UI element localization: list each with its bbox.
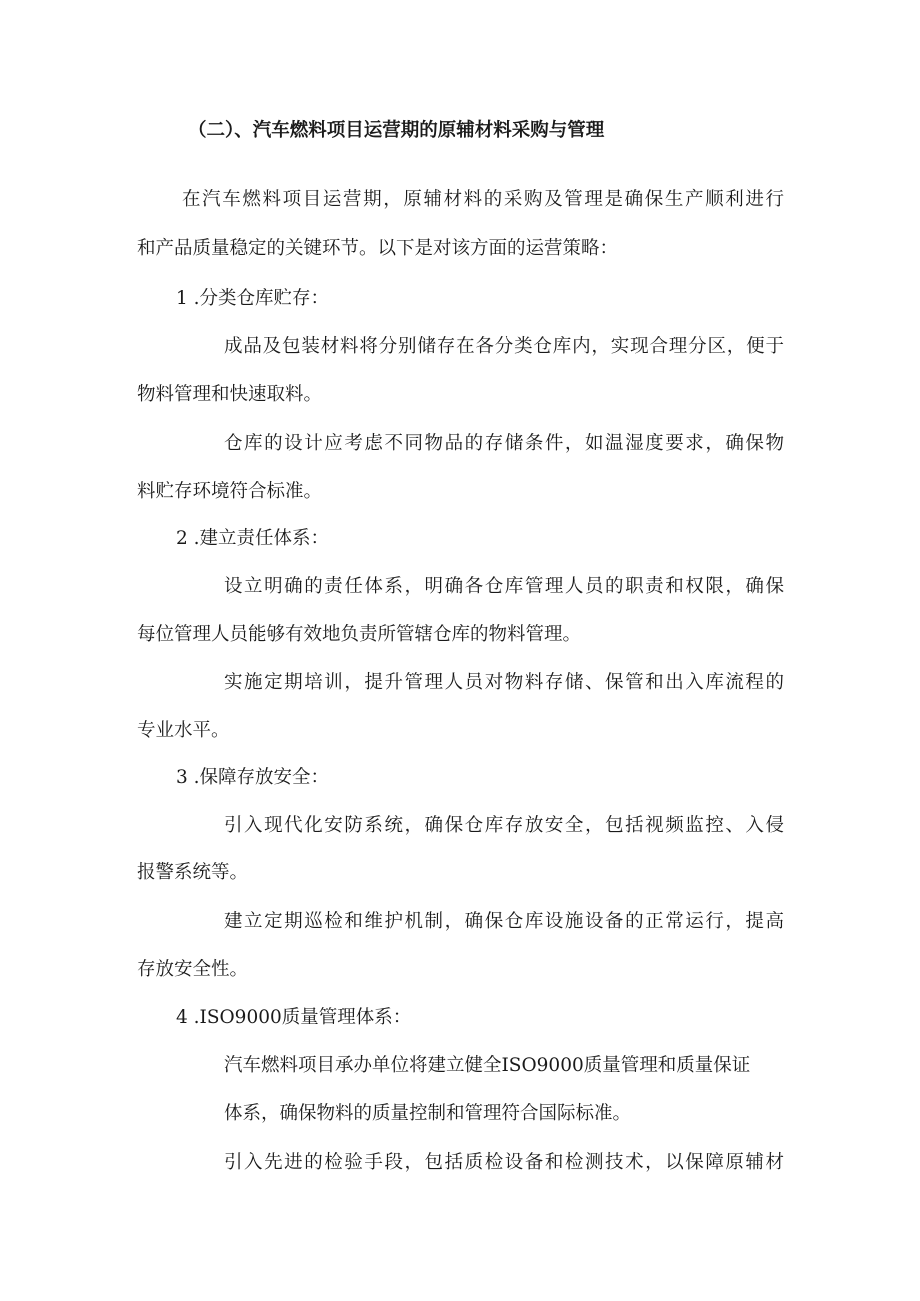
item-4-para-1-line-1: 汽车燃料项目承办单位将建立健全ISO9000质量管理和质量保证 — [224, 1055, 751, 1076]
item-4-para-1-line-2: 体系，确保物料的质量控制和管理符合国际标准。 — [224, 1103, 632, 1124]
item-1-para-2-line-2: 料贮存环境符合标准。 — [137, 481, 323, 502]
item-1-para-2-line-1: 仓库的设计应考虑不同物品的存储条件，如温湿度要求，确保物 — [224, 433, 784, 454]
item-2-para-2-line-2: 专业水平。 — [137, 720, 230, 741]
item-2-para-1-line-1: 设立明确的责任体系，明确各仓库管理人员的职责和权限，确保 — [224, 576, 784, 597]
item-1-heading: 1 .分类仓库贮存： — [176, 288, 330, 309]
intro-line-1: 在汽车燃料项目运营期，原辅材料的采购及管理是确保生产顺利进行 — [182, 189, 784, 210]
item-3-para-1-line-1: 引入现代化安防系统，确保仓库存放安全，包括视频监控、入侵 — [224, 815, 784, 836]
item-2-para-2-line-1: 实施定期培训，提升管理人员对物料存储、保管和出入库流程的 — [224, 672, 784, 693]
item-1-para-1-line-1: 成品及包装材料将分别储存在各分类仓库内，实现合理分区，便于 — [224, 336, 784, 357]
item-2-para-1-line-2: 每位管理人员能够有效地负责所管辖仓库的物料管理。 — [137, 624, 582, 645]
item-3-para-2-line-2: 存放安全性。 — [137, 959, 249, 980]
item-1-para-1-line-2: 物料管理和快速取料。 — [137, 384, 323, 405]
intro-line-2: 和产品质量稳定的关键环节。以下是对该方面的运营策略： — [137, 238, 619, 259]
section-title: （二）、汽车燃料项目运营期的原辅材料采购与管理 — [188, 120, 605, 141]
item-3-heading: 3 .保障存放安全： — [176, 767, 330, 788]
item-2-heading: 2 .建立责任体系： — [176, 528, 330, 549]
item-4-para-2-line-1: 引入先进的检验手段，包括质检设备和检测技术，以保障原辅材 — [224, 1152, 784, 1173]
item-3-para-2-line-1: 建立定期巡检和维护机制，确保仓库设施设备的正常运行，提高 — [224, 911, 784, 932]
item-4-heading: 4 .ISO9000质量管理体系： — [176, 1007, 412, 1028]
item-3-para-1-line-2: 报警系统等。 — [137, 862, 249, 883]
